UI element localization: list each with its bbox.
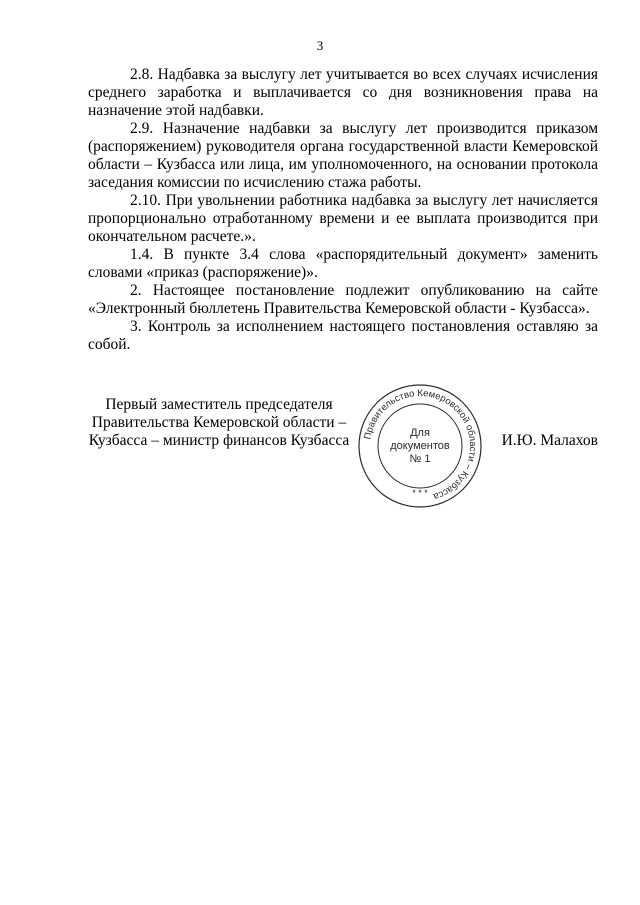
signer-title-line: Кузбасса – министр финансов Кузбасса <box>88 432 350 449</box>
signer-name: И.Ю. Малахов <box>501 432 598 449</box>
stamp-center-line-2: документов <box>390 440 450 452</box>
paragraph-3: 3. Контроль за исполнением настоящего постановления оставляю за собой. <box>88 318 598 353</box>
signer-title-line: Первый заместитель председателя <box>105 396 333 413</box>
official-stamp <box>356 382 484 510</box>
paragraph-2-9: 2.9. Назначение надбавки за выслугу лет производится приказом (распоряжением) руководителя органа государственной власти Кемеровской области – Кузбасса или лица, им уполномоченного, на основании протокола заседания комиссии по исчислению стажа работы. <box>88 120 598 191</box>
paragraph-2: 2. Настоящее постановление подлежит опубликованию на сайте «Электронный бюллетень Правительства Кемеровской области - Кузбасса». <box>88 282 598 317</box>
document-body <box>88 66 598 354</box>
signer-title <box>88 396 350 450</box>
stamp-center-line-1: Для <box>410 427 430 439</box>
stamp-ring-text: Правительство Кемеровской области – Кузбасса <box>362 387 479 503</box>
signer-title-line: Правительства Кемеровской области – <box>91 414 347 431</box>
stamp-stars: * * * <box>412 488 428 498</box>
signature-block <box>88 387 598 510</box>
paragraph-1-4: 1.4. В пункте 3.4 слова «распорядительный документ» заменить словами «приказ (распоряжение)». <box>88 246 598 281</box>
stamp-center-line-3: № 1 <box>409 453 431 465</box>
page-number: 3 <box>316 38 324 53</box>
paragraph-2-10: 2.10. При увольнении работника надбавка за выслугу лет начисляется пропорционально отработанному времени и ее выплата производится при окончательном расчете.». <box>88 192 598 245</box>
paragraph-2-8: 2.8. Надбавка за выслугу лет учитывается во всех случаях исчисления среднего заработка и выплачивается со дня возникновения права на назначение этой надбавки. <box>88 66 598 119</box>
